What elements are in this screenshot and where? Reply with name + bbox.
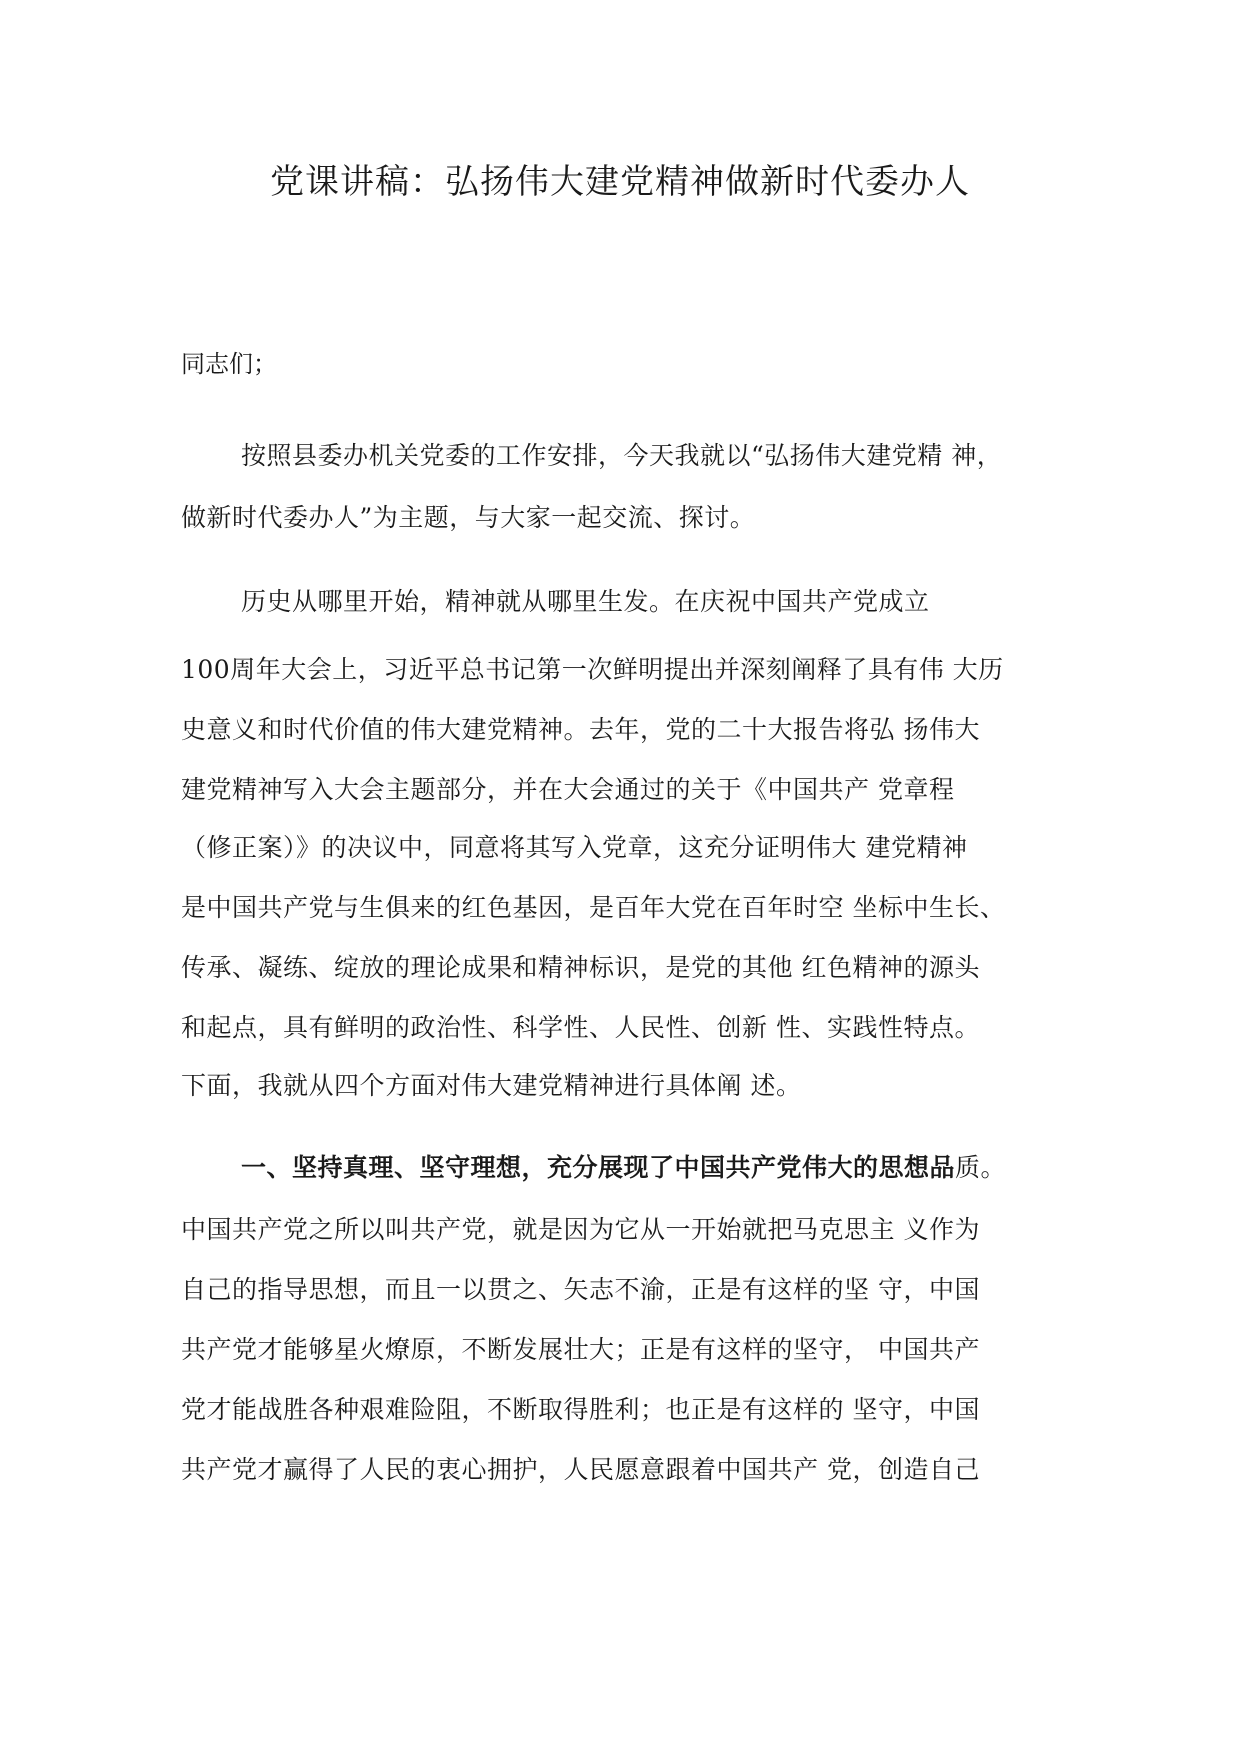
paragraph-line: 做新时代委办人”为主题，与大家一起交流、探讨。 (181, 503, 756, 532)
section-heading-tail: 质。 (955, 1153, 1007, 1182)
paragraph-line: 中国共产党之所以叫共产党，就是因为它从一开始就把马克思主 义作为 (181, 1215, 980, 1244)
paragraph-line: 100周年大会上，习近平总书记第一次鲜明提出并深刻阐释了具有伟 大历 (181, 655, 1004, 684)
paragraph-line: 是中国共产党与生俱来的红色基因，是百年大党在百年时空 坐标中生长、 (181, 893, 1006, 922)
paragraph-line: 共产党才赢得了人民的衷心拥护，人民愿意跟着中国共产 党，创造自己 (181, 1455, 980, 1484)
paragraph-line: 自己的指导思想，而且一以贯之、矢志不渝，正是有这样的坚 守，中国 (181, 1275, 980, 1304)
paragraph-line: 下面，我就从四个方面对伟大建党精神进行具体阐 述。 (181, 1071, 802, 1100)
paragraph-line: 和起点，具有鲜明的政治性、科学性、人民性、创新 性、实践性特点。 (181, 1013, 980, 1042)
paragraph-line: 按照县委办机关党委的工作安排，今天我就以“弘扬伟大建党精 神， (241, 441, 1003, 470)
section-heading (241, 1150, 1006, 1186)
paragraph-line: 党才能战胜各种艰难险阻，不断取得胜利；也正是有这样的 坚守，中国 (181, 1395, 980, 1424)
section-heading-bold: 一、坚持真理、坚守理想，充分展现了中国共产党伟大的思想品 (241, 1153, 956, 1182)
paragraph-line: 传承、凝练、绽放的理论成果和精神标识，是党的其他 红色精神的源头 (181, 953, 980, 982)
paragraph-line: 共产党才能够星火燎原，不断发展壮大；正是有这样的坚守， 中国共产 (181, 1335, 980, 1364)
document-title: 党课讲稿：弘扬伟大建党精神做新时代委办人 (270, 162, 970, 202)
paragraph-line: 史意义和时代价值的伟大建党精神。去年，党的二十大报告将弘 扬伟大 (181, 715, 980, 744)
paragraph-line: 历史从哪里开始，精神就从哪里生发。在庆祝中国共产党成立 (241, 587, 930, 616)
paragraph-line: 建党精神写入大会主题部分，并在大会通过的关于《中国共产 党章程 (181, 775, 955, 804)
greeting: 同志们； (181, 350, 277, 378)
paragraph-line: （修正案）》的决议中，同意将其写入党章，这充分证明伟大 建党精神 (181, 833, 968, 862)
